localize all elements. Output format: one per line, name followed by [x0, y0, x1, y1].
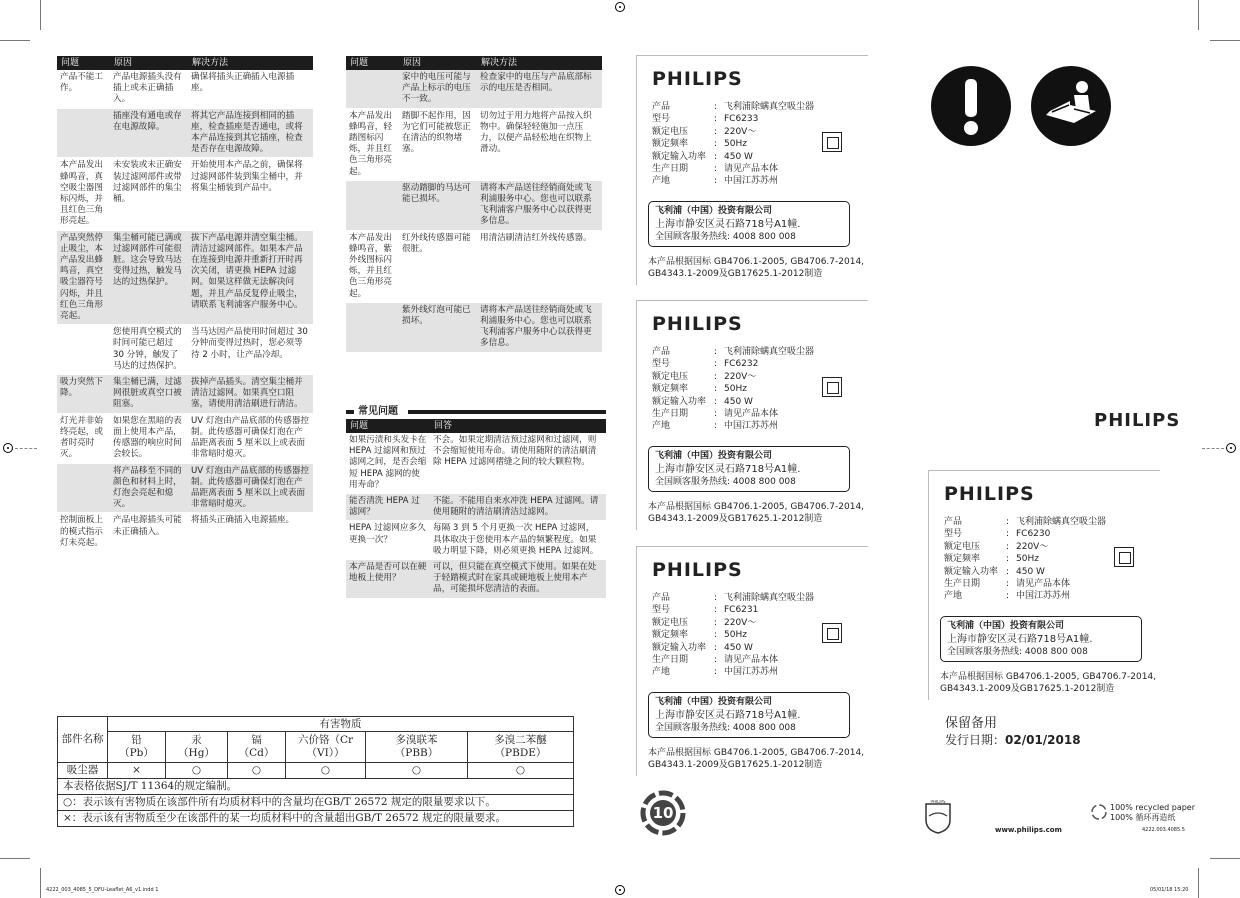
spec-separator: :	[714, 151, 718, 162]
spec-key: 额定频率	[652, 384, 689, 395]
spec-row	[944, 578, 1106, 590]
brand-logo: PHILIPS	[944, 483, 1035, 505]
column-header: 解决方法	[477, 56, 602, 70]
spec-separator: :	[1006, 541, 1010, 552]
cause-cell: 插座没有通电或存在电源故障。	[110, 109, 188, 159]
spec-separator: :	[714, 347, 718, 357]
label-border	[928, 471, 929, 700]
spec-key: 生产日期	[652, 409, 689, 420]
spec-separator: :	[714, 102, 718, 112]
product-label	[928, 470, 1160, 700]
footer-date: 05/01/18 15:20	[1150, 887, 1189, 893]
part-cell: 吸尘器	[58, 763, 108, 779]
label-border	[636, 301, 637, 530]
substance-symbol: （PBB）	[394, 747, 439, 759]
spec-value: 50Hz	[724, 139, 747, 150]
cause-cell: 如果您在黑暗的表面上使用本产品，传感器的响应时间会较长。	[110, 414, 188, 464]
spec-key: 产地	[944, 591, 963, 602]
substance-mark: ○	[166, 763, 228, 779]
brand-logo: PHILIPS	[652, 559, 743, 581]
problem-cell: 本产品发出蜂鸣音，轻踏图标闪烁，并且红色三角形亮起。	[346, 109, 399, 181]
spec-separator: :	[714, 655, 718, 666]
company-box	[648, 201, 850, 247]
faq-question: 本产品是否可以在硬地板上使用？	[346, 560, 430, 599]
fold-guide	[1202, 448, 1224, 449]
cause-cell: 您使用真空模式的时间可能已超过 30 分钟，触发了马达的过热保护。	[110, 325, 188, 375]
solution-cell: 用清洁刷清洁红外线传感器。	[477, 231, 602, 303]
recycled-paper-icon	[1090, 803, 1108, 821]
company-line: 上海市静安区灵石路718号A1幢.	[655, 464, 801, 475]
column-header: 问题	[346, 419, 430, 433]
spec-value: 中国江苏苏州	[1016, 591, 1071, 602]
spec-separator: :	[714, 164, 718, 175]
spec-row	[652, 383, 814, 395]
spec-value: 请见产品本体	[1016, 579, 1071, 590]
brand-logo: PHILIPS	[652, 313, 743, 335]
substance-symbol: （Hg）	[178, 747, 215, 759]
spec-key: 生产日期	[944, 579, 981, 590]
crop-mark	[1198, 0, 1199, 30]
crop-mark	[1210, 40, 1240, 41]
double-insulation-icon	[822, 623, 842, 643]
product-label	[636, 300, 868, 530]
issue-date-line	[945, 731, 1081, 748]
substance-symbol: （Pb）	[119, 747, 154, 759]
spec-row	[652, 654, 814, 666]
problem-cell: 吸力突然下降。	[57, 375, 110, 414]
substance-header	[468, 732, 574, 763]
cause-cell: 集尘桶已满，过滤网很脏或真空口被阻塞。	[110, 375, 188, 414]
footer-file: 4222_003_4085_5_DFU-Leaflet_A6_v1.indd 1	[46, 887, 159, 893]
substance-header	[286, 732, 366, 763]
epup-number: 10	[652, 804, 674, 822]
svg-text:PHILIPS: PHILIPS	[930, 800, 946, 804]
spec-separator: :	[714, 371, 718, 382]
spec-row	[652, 592, 814, 604]
faq-title: 常见问题	[358, 402, 401, 417]
spec-key: 产品	[652, 102, 671, 112]
spec-separator: :	[714, 384, 718, 395]
spec-key: 生产日期	[652, 164, 689, 175]
problem-cell	[57, 325, 110, 375]
spec-row	[944, 516, 1106, 528]
spec-value: 220V～	[1016, 541, 1049, 552]
substance-mark: ×	[108, 763, 166, 779]
hazard-note: ○：表示该有害物质在该部件所有均质材料中的含量均在GB/T 26572 规定的限量要求以下。	[58, 795, 574, 811]
double-insulation-icon	[1114, 547, 1134, 567]
crop-mark	[0, 40, 30, 41]
spec-key: 产品	[652, 593, 671, 603]
spec-list	[652, 346, 814, 433]
product-label	[636, 55, 868, 285]
issue-date: 02/01/2018	[1005, 733, 1081, 747]
troubleshooting-table-right	[346, 56, 606, 353]
registration-mark-bottom-icon	[615, 885, 625, 895]
spec-key: 生产日期	[652, 655, 689, 666]
crop-mark	[40, 868, 41, 898]
hazard-note: 本表格依据SJ/T 11364的规定编制。	[58, 779, 574, 795]
spec-row	[944, 553, 1106, 565]
standard-text: 本产品根据国标 GB4706.1-2005, GB4706.7-2014, GB4343.1-2009及GB17625.1-2012制造	[940, 672, 1157, 694]
problem-cell: 产品不能工作。	[57, 70, 110, 109]
company-line: 全国顾客服务热线: 4008 800 008	[655, 232, 796, 242]
company-line: 全国顾客服务热线: 4008 800 008	[655, 723, 796, 733]
crop-mark	[0, 858, 30, 859]
company-box	[940, 616, 1142, 662]
spec-value: 中国江苏苏州	[724, 176, 779, 187]
substance-name: 多溴联苯	[395, 734, 438, 746]
spec-value: 飞利浦除螨真空吸尘器	[1016, 517, 1107, 527]
problem-cell: 灯光并非始终亮起，或者时亮时灭。	[57, 414, 110, 464]
cause-cell: 家中的电压可能与产品上标示的电压不一致。	[399, 70, 477, 109]
registration-mark-top-icon	[615, 2, 625, 12]
spec-row	[652, 138, 814, 150]
registration-mark-right-icon	[1226, 443, 1236, 453]
spec-row	[944, 590, 1106, 602]
spec-key: 额定电压	[652, 617, 689, 628]
spec-value: 450 W	[724, 642, 753, 653]
substance-mark: ○	[468, 763, 574, 779]
spec-separator: :	[1006, 579, 1010, 590]
spec-row	[652, 396, 814, 408]
spec-value: FC6233	[724, 114, 759, 125]
spec-value: 50Hz	[724, 384, 747, 395]
recycled-en: 100% recycled paper	[1110, 803, 1196, 812]
spec-row	[652, 175, 814, 187]
cause-cell: 紫外线灯泡可能已损坏。	[399, 303, 477, 353]
spec-separator: :	[714, 359, 718, 370]
substance-name: 多溴二苯醚	[494, 734, 547, 746]
spec-separator: :	[714, 396, 718, 407]
column-header: 解决方法	[188, 56, 313, 70]
spec-value: 中国江苏苏州	[724, 421, 779, 432]
spec-separator: :	[714, 409, 718, 420]
philips-shield-logo	[925, 800, 951, 834]
spec-key: 型号	[944, 529, 963, 540]
problem-cell: 产品突然停止吸尘，本产品发出蜂鸣音，真空吸尘器符号闪烁，并且红色三角形亮起。	[57, 231, 110, 326]
solution-cell: 开始使用本产品之前，确保将过滤网部件装到集尘桶中，并将集尘桶装到产品中。	[188, 158, 313, 230]
crop-mark	[1198, 868, 1199, 898]
spec-separator: :	[714, 642, 718, 653]
column-header: 问题	[57, 56, 110, 70]
product-label	[636, 546, 868, 776]
spec-separator: :	[714, 667, 718, 678]
label-border	[636, 547, 637, 776]
solution-cell: 将插头正确插入电源插座。	[188, 513, 313, 552]
spec-value: FC6232	[724, 359, 759, 370]
company-line: 上海市静安区灵石路718号A1幢.	[655, 219, 801, 230]
spec-value: 请见产品本体	[724, 655, 779, 666]
double-insulation-icon	[822, 377, 842, 397]
spec-value: 飞利浦除螨真空吸尘器	[724, 102, 815, 112]
recycled-zh: 100% 循环再造纸	[1110, 813, 1176, 822]
recycled-text	[1110, 803, 1195, 823]
troubleshooting-table-left	[57, 56, 313, 552]
spec-value: 220V～	[724, 371, 757, 382]
spec-row	[944, 528, 1106, 540]
spec-key: 产品	[652, 347, 671, 357]
spec-separator: :	[714, 139, 718, 150]
substance-name: 汞	[191, 734, 202, 746]
substance-symbol: （VI））	[306, 747, 345, 759]
problem-cell	[57, 109, 110, 159]
company-line: 飞利浦（中国）投资有限公司	[947, 621, 1065, 631]
cause-cell: 产品电源插头没有插上或未正确插入。	[110, 70, 188, 109]
spec-list	[652, 592, 814, 679]
spec-value: 请见产品本体	[724, 164, 779, 175]
cause-cell: 红外线传感器可能很脏。	[399, 231, 477, 303]
company-line: 上海市静安区灵石路718号A1幢.	[947, 634, 1093, 645]
faq-answer: 不会。如果定期清洁预过滤网和过滤网，则不会缩短使用寿命。请使用随附的清洁刷清除 HEPA 过滤网褶缝之间的较大颗粒物。	[430, 433, 606, 494]
company-box	[648, 692, 850, 738]
substances-title: 有害物质	[108, 717, 574, 732]
spec-row	[652, 101, 814, 113]
company-line: 飞利浦（中国）投资有限公司	[655, 451, 773, 461]
spec-row	[652, 642, 814, 654]
spec-key: 额定电压	[652, 126, 689, 137]
spec-separator: :	[1006, 591, 1010, 602]
faq-question: 能否清洗 HEPA 过滤网？	[346, 494, 430, 521]
spec-list	[944, 516, 1106, 603]
crop-mark	[1210, 858, 1240, 859]
company-box	[648, 446, 850, 492]
spec-key: 产地	[652, 421, 671, 432]
spec-row	[652, 346, 814, 358]
spec-value: 中国江苏苏州	[724, 667, 779, 678]
spec-key: 额定输入功率	[652, 642, 707, 653]
spec-separator: :	[714, 176, 718, 187]
spec-value: 450 W	[1016, 566, 1045, 577]
substance-mark: ○	[366, 763, 468, 779]
spec-value: 220V～	[724, 126, 757, 137]
spec-separator: :	[1006, 554, 1010, 565]
column-header: 原因	[399, 56, 477, 70]
hazardous-substances-table	[57, 716, 574, 827]
spec-row	[652, 604, 814, 616]
cause-cell: 未安装或未正确安装过滤网部件或带过滤网部件的集尘桶。	[110, 158, 188, 230]
spec-key: 额定输入功率	[652, 151, 707, 162]
solution-cell: 请将本产品送往经销商处或飞利浦服务中心。您也可以联系飞利浦客户服务中心以获得更多信息。	[477, 181, 602, 231]
cause-cell: 集尘桶可能已满或过滤网部件可能很脏。这会导致马达变得过热，触发马达的过热保护。	[110, 231, 188, 326]
warning-exclamation-icon	[930, 65, 1012, 147]
spec-value: FC6231	[724, 605, 759, 616]
registration-mark-left-icon	[3, 443, 13, 453]
spec-row	[944, 566, 1106, 578]
read-manual-icon	[1030, 65, 1112, 147]
faq-heading	[346, 402, 606, 416]
spec-list	[652, 101, 814, 188]
keep-for-reference: 保留备用	[945, 716, 998, 731]
problem-cell	[346, 181, 399, 231]
problem-cell: 本产品发出蜂鸣音，真空吸尘器图标闪烁，并且红色三角形亮起。	[57, 158, 110, 230]
faq-answer: 每隔 3 到 5 个月更换一次 HEPA 过滤网，具体取决于您使用本产品的频繁程度。如果吸力明显下降，则必须更换 HEPA 过滤网。	[430, 521, 606, 560]
crop-mark	[40, 0, 41, 30]
solution-cell: 当马达因产品使用时间超过 30 分钟而变得过热时，您必须等待 2 小时，让产品冷却。	[188, 325, 313, 375]
epup-10-badge	[640, 790, 686, 836]
spec-row	[652, 358, 814, 370]
part-name-header: 部件名称	[58, 717, 108, 763]
brand-logo: PHILIPS	[652, 68, 743, 90]
problem-cell: 本产品发出蜂鸣音，紫外线图标闪烁，并且红色三角形亮起。	[346, 231, 399, 303]
faq-answer: 不能。不能用自来水冲洗 HEPA 过滤网。请使用随附的清洁刷清洁过滤网。	[430, 494, 606, 521]
substance-mark: ○	[228, 763, 286, 779]
column-header: 问题	[346, 56, 399, 70]
spec-separator: :	[714, 421, 718, 432]
substance-name: 镉	[251, 734, 262, 746]
philips-shield-icon	[925, 800, 951, 834]
company-line: 全国顾客服务热线: 4008 800 008	[947, 647, 1088, 657]
company-line: 飞利浦（中国）投资有限公司	[655, 697, 773, 707]
spec-key: 额定输入功率	[944, 566, 999, 577]
spec-row	[652, 126, 814, 138]
spec-row	[652, 629, 814, 641]
spec-separator: :	[714, 114, 718, 125]
substance-header	[108, 732, 166, 763]
spec-key: 额定输入功率	[652, 396, 707, 407]
spec-separator: :	[714, 593, 718, 603]
hazard-note: ×：表示该有害物质至少在该部件的某一均质材料中的含量超出GB/T 26572 规定的限量要求。	[58, 811, 574, 827]
spec-key: 型号	[652, 605, 671, 616]
cause-cell: 驱动踏脚的马达可能已损坏。	[399, 181, 477, 231]
spec-row	[652, 666, 814, 678]
solution-cell: 切勿过于用力地将产品按入织物中。确保轻轻施加一点压力，以便产品轻松地在织物上滑动。	[477, 109, 602, 181]
faq-answer: 可以，但只能在真空模式下使用。如果在处于轻踏模式时在家具或硬地板上使用本产品，可能损坏您清洁的表面。	[430, 560, 606, 599]
standard-text: 本产品根据国标 GB4706.1-2005, GB4706.7-2014, GB4343.1-2009及GB17625.1-2012制造	[648, 257, 865, 279]
substance-header	[366, 732, 468, 763]
spec-value: 飞利浦除螨真空吸尘器	[724, 593, 815, 603]
spec-row	[652, 113, 814, 125]
spec-value: 50Hz	[724, 630, 747, 641]
spec-value: FC6230	[1016, 529, 1051, 540]
standard-text: 本产品根据国标 GB4706.1-2005, GB4706.7-2014, GB4343.1-2009及GB17625.1-2012制造	[648, 502, 865, 524]
solution-cell: 确保将插头正确插入电源插座。	[188, 70, 313, 109]
spec-value: 450 W	[724, 151, 753, 162]
substance-header	[166, 732, 228, 763]
spec-separator: :	[1006, 566, 1010, 577]
solution-cell: 请将本产品送往经销商处或飞利浦服务中心。您也可以联系飞利浦客户服务中心以获得更多信息。	[477, 303, 602, 353]
company-line: 全国顾客服务热线: 4008 800 008	[655, 477, 796, 487]
column-header: 原因	[110, 56, 188, 70]
spec-row	[944, 541, 1106, 553]
spec-separator: :	[714, 605, 718, 616]
faq-table	[346, 419, 606, 599]
solution-cell: 检查家中的电压与产品底部标示的电压是否相同。	[477, 70, 602, 109]
spec-separator: :	[1006, 517, 1010, 527]
label-border	[636, 56, 637, 285]
spec-value: 450 W	[724, 396, 753, 407]
problem-cell	[57, 464, 110, 514]
spec-key: 额定电压	[652, 371, 689, 382]
cause-cell: 踏脚不起作用，因为它们可能被您正在清洁的织物堵塞。	[399, 109, 477, 181]
substance-mark: ○	[286, 763, 366, 779]
spec-row	[652, 163, 814, 175]
spec-value: 220V～	[724, 617, 757, 628]
double-insulation-icon	[822, 132, 842, 152]
solution-cell: 将其它产品连接到相同的插座，检查插座是否通电，或将本产品连接到其它插座，检查是否存在电源故障。	[188, 109, 313, 159]
spec-separator: :	[714, 630, 718, 641]
fold-guide	[15, 448, 37, 449]
spec-value: 请见产品本体	[724, 409, 779, 420]
spec-row	[652, 408, 814, 420]
cause-cell: 将产品移至不同的颜色和材料上时，灯泡会亮起和熄灭。	[110, 464, 188, 514]
solution-cell: UV 灯泡由产品底部的传感器控制。此传感器可确保灯泡在产品距离表面 5 厘米以上或表面非常暗时熄灭。	[188, 414, 313, 464]
spec-row	[652, 617, 814, 629]
substance-header	[228, 732, 286, 763]
spec-key: 产地	[652, 176, 671, 187]
substance-symbol: （Cd）	[238, 747, 275, 759]
spec-key: 型号	[652, 359, 671, 370]
spec-separator: :	[714, 126, 718, 137]
spec-key: 额定频率	[652, 139, 689, 150]
solution-cell: UV 灯泡由产品底部的传感器控制。此传感器可确保灯泡在产品距离表面 5 厘米以上或表面非常暗时熄灭。	[188, 464, 313, 514]
solution-cell: 拔掉产品插头。清空集尘桶并清洁过滤网。如果真空口阻塞，请使用清洁刷进行清洁。	[188, 375, 313, 414]
spec-key: 型号	[652, 114, 671, 125]
spec-row	[652, 371, 814, 383]
spec-key: 额定电压	[944, 541, 981, 552]
spec-key: 产地	[652, 667, 671, 678]
substance-name: 六价铬（Cr	[297, 734, 354, 746]
substance-symbol: （PBDE）	[494, 747, 547, 759]
website: www.philips.com	[995, 826, 1062, 834]
faq-question: 如果污渍和头发卡在 HEPA 过滤网和预过滤网之间，是否会缩短 HEPA 滤网的使用寿命？	[346, 433, 430, 494]
spec-row	[652, 420, 814, 432]
problem-cell: 控制面板上的模式指示灯未亮起。	[57, 513, 110, 552]
faq-question: HEPA 过滤网应多久更换一次？	[346, 521, 430, 560]
spec-separator: :	[714, 617, 718, 628]
issue-date-label: 发行日期：	[945, 733, 1006, 747]
problem-cell	[346, 303, 399, 353]
spec-key: 额定频率	[944, 554, 981, 565]
cover-brand-logo: PHILIPS	[1094, 410, 1181, 431]
spec-row	[652, 151, 814, 163]
spec-separator: :	[1006, 529, 1010, 540]
spec-value: 50Hz	[1016, 554, 1039, 565]
company-line: 飞利浦（中国）投资有限公司	[655, 206, 773, 216]
spec-key: 产品	[944, 517, 963, 527]
standard-text: 本产品根据国标 GB4706.1-2005, GB4706.7-2014, GB4343.1-2009及GB17625.1-2012制造	[648, 748, 865, 770]
doc-number: 4222.003.4085.5	[1142, 827, 1185, 833]
company-line: 上海市静安区灵石路718号A1幢.	[655, 710, 801, 721]
column-header: 回答	[430, 419, 606, 433]
cause-cell: 产品电源插头可能未正确插入。	[110, 513, 188, 552]
substance-name: 铅	[131, 734, 142, 746]
problem-cell	[346, 70, 399, 109]
spec-key: 额定频率	[652, 630, 689, 641]
spec-value: 飞利浦除螨真空吸尘器	[724, 347, 815, 357]
solution-cell: 拔下产品电源并清空集尘桶。清洁过滤网部件。如果本产品在连接到电源并重新打开时再次关闭，请更换 HEPA 过滤网。如果这样做无法解决问题，并且产品反复停止吸尘，请联系飞利浦客户服务中心。	[188, 231, 313, 326]
